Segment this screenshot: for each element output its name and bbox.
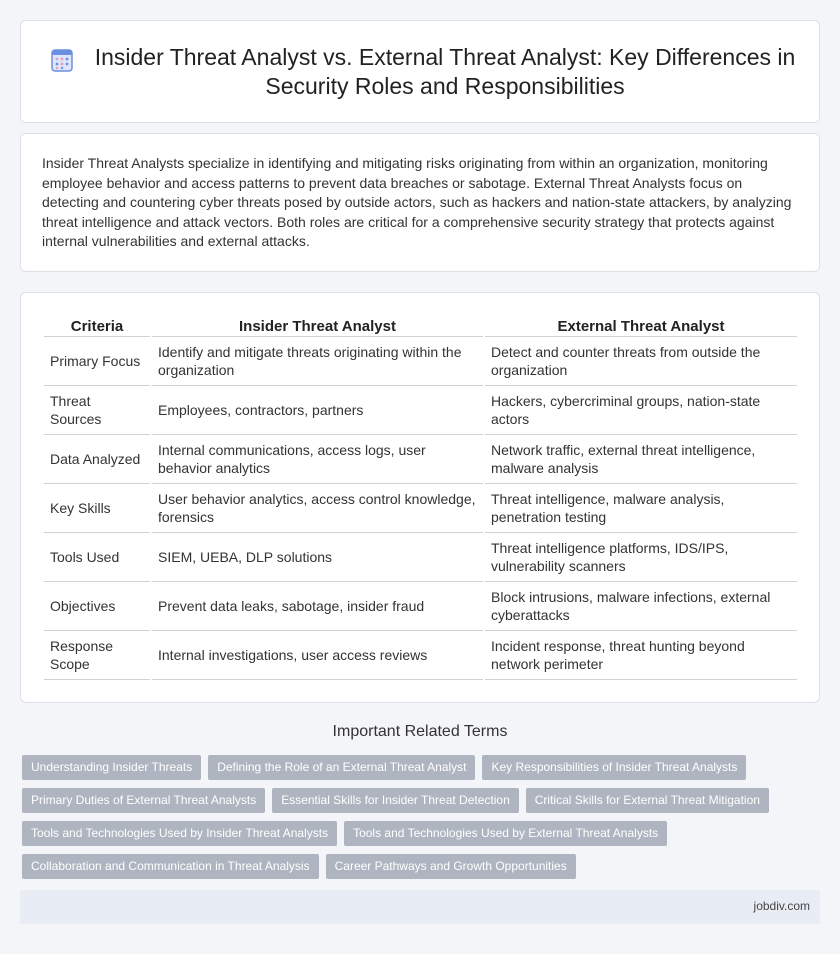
related-term-tag[interactable]: Tools and Technologies Used by External Threat Analysts	[344, 821, 667, 846]
footer	[20, 890, 820, 924]
intro-card	[20, 133, 820, 272]
related-term-tag[interactable]: Essential Skills for Insider Threat Detection	[272, 788, 519, 813]
table-row	[44, 631, 797, 680]
intro-paragraph: Insider Threat Analysts specialize in identifying and mitigating risks originating from within an organization, monitoring employee behavior and access patterns to prevent data breaches or sabotage. External Threat Analysts focus on detecting and countering cyber threats posed by outside actors, such as hackers and nation-state attackers, by analyzing threat intelligence and attack vectors. Both roles are critical for a comprehensive security strategy that protects against internal vulnerabilities and external attacks.	[42, 155, 792, 250]
table-row	[44, 582, 797, 631]
related-term-tag[interactable]: Career Pathways and Growth Opportunities	[326, 854, 576, 879]
external-cell: Threat intelligence platforms, IDS/IPS, vulnerability scanners	[485, 533, 797, 582]
external-cell: Threat intelligence, malware analysis, penetration testing	[485, 484, 797, 533]
criteria-cell: Threat Sources	[44, 386, 150, 435]
insider-cell: User behavior analytics, access control knowledge, forensics	[152, 484, 483, 533]
insider-cell: Internal investigations, user access reviews	[152, 631, 483, 680]
page-title: Insider Threat Analyst vs. External Threat Analyst: Key Differences in Security Roles and Responsibilities	[94, 43, 796, 99]
insider-cell: SIEM, UEBA, DLP solutions	[152, 533, 483, 582]
comparison-table	[42, 317, 799, 680]
related-terms-list	[22, 755, 812, 887]
comparison-card	[20, 292, 820, 703]
criteria-cell: Response Scope	[44, 631, 150, 680]
related-terms-title: Important Related Terms	[332, 723, 508, 740]
criteria-cell: Data Analyzed	[44, 435, 150, 484]
external-cell: Network traffic, external threat intelligence, malware analysis	[485, 435, 797, 484]
external-cell: Block intrusions, malware infections, external cyberattacks	[485, 582, 797, 631]
related-term-tag[interactable]: Defining the Role of an External Threat Analyst	[208, 755, 475, 780]
insider-cell: Identify and mitigate threats originating within the organization	[152, 337, 483, 386]
related-term-tag[interactable]: Understanding Insider Threats	[22, 755, 201, 780]
criteria-cell: Objectives	[44, 582, 150, 631]
criteria-cell: Primary Focus	[44, 337, 150, 386]
external-cell: Incident response, threat hunting beyond network perimeter	[485, 631, 797, 680]
criteria-cell: Tools Used	[44, 533, 150, 582]
related-term-tag[interactable]: Key Responsibilities of Insider Threat Analysts	[482, 755, 746, 780]
table-row	[44, 533, 797, 582]
table-row	[44, 386, 797, 435]
criteria-cell: Key Skills	[44, 484, 150, 533]
related-term-tag[interactable]: Critical Skills for External Threat Mitigation	[526, 788, 769, 813]
insider-cell: Employees, contractors, partners	[152, 386, 483, 435]
related-term-tag[interactable]: Primary Duties of External Threat Analysts	[22, 788, 265, 813]
table-row	[44, 484, 797, 533]
related-term-tag[interactable]: Tools and Technologies Used by Insider Threat Analysts	[22, 821, 337, 846]
insider-cell: Internal communications, access logs, user behavior analytics	[152, 435, 483, 484]
related-term-tag[interactable]: Collaboration and Communication in Threat Analysis	[22, 854, 319, 879]
title-card	[20, 20, 820, 123]
insider-cell: Prevent data leaks, sabotage, insider fraud	[152, 582, 483, 631]
table-row	[44, 337, 797, 386]
table-header-row	[44, 317, 797, 337]
header-insider: Insider Threat Analyst	[152, 317, 483, 337]
header-criteria: Criteria	[44, 317, 150, 337]
external-cell: Hackers, cybercriminal groups, nation-state actors	[485, 386, 797, 435]
table-row	[44, 435, 797, 484]
footer-site-link[interactable]: jobdiv.com	[753, 899, 810, 913]
header-external: External Threat Analyst	[485, 317, 797, 337]
external-cell: Detect and counter threats from outside the organization	[485, 337, 797, 386]
